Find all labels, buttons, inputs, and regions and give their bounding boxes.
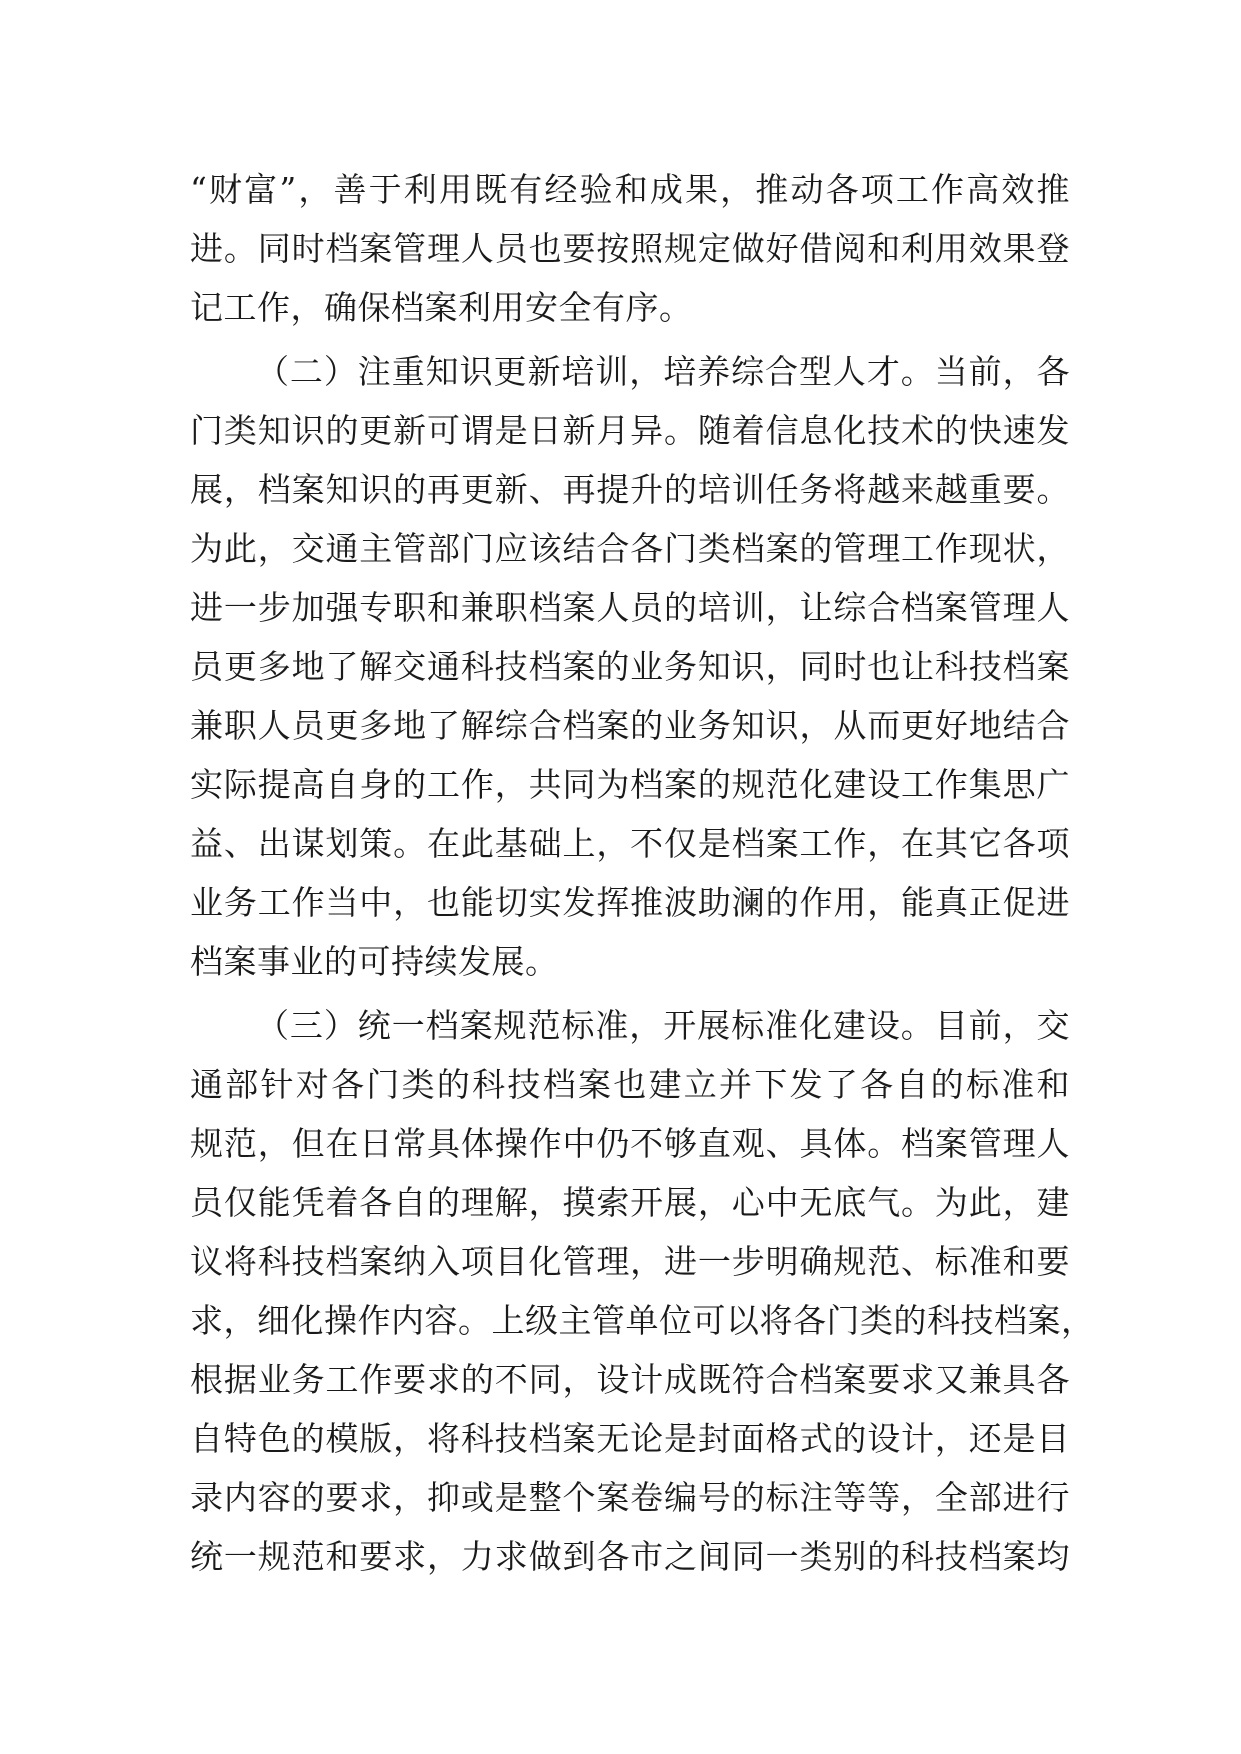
text-line: 员仅能凭着各自的理解，摸索开展，心中无底气。为此，建	[190, 1183, 1070, 1222]
text-line: （三）统一档案规范标准，开展标准化建设。目前，交	[256, 1006, 1070, 1045]
paragraph-2	[190, 342, 1070, 991]
text-line: 实际提高自身的工作，共同为档案的规范化建设工作集思广	[190, 765, 1070, 804]
text-line: 进。同时档案管理人员也要按照规定做好借阅和利用效果登	[190, 229, 1070, 268]
text-line: 门类知识的更新可谓是日新月异。随着信息化技术的快速发	[190, 411, 1070, 450]
text-line: 档案事业的可持续发展。	[190, 942, 559, 981]
text-line: 兼职人员更多地了解综合档案的业务知识，从而更好地结合	[190, 706, 1070, 745]
text-line: 录内容的要求，抑或是整个案卷编号的标注等等，全部进行	[190, 1478, 1070, 1517]
text-line: 议将科技档案纳入项目化管理，进一步明确规范、标准和要	[190, 1242, 1070, 1281]
text-line: 员更多地了解交通科技档案的业务知识，同时也让科技档案	[190, 647, 1070, 686]
text-line: 记工作，确保档案利用安全有序。	[190, 288, 693, 327]
text-line: 求，细化操作内容。上级主管单位可以将各门类的科技档案，	[190, 1301, 1095, 1340]
text-line: 业务工作当中，也能切实发挥推波助澜的作用，能真正促进	[190, 883, 1070, 922]
text-line: 统一规范和要求，力求做到各市之间同一类别的科技档案均	[190, 1537, 1070, 1576]
text-line: 为此，交通主管部门应该结合各门类档案的管理工作现状，	[190, 529, 1070, 568]
text-line: 展，档案知识的再更新、再提升的培训任务将越来越重要。	[190, 470, 1070, 509]
text-line: 通部针对各门类的科技档案也建立并下发了各自的标准和	[190, 1065, 1070, 1104]
document-body	[190, 160, 1095, 1586]
paragraph-1	[190, 160, 1070, 337]
paragraph-3	[190, 996, 1095, 1586]
text-line: （二）注重知识更新培训，培养综合型人才。当前，各	[256, 352, 1070, 391]
text-line: 根据业务工作要求的不同，设计成既符合档案要求又兼具各	[190, 1360, 1070, 1399]
text-line: 规范，但在日常具体操作中仍不够直观、具体。档案管理人	[190, 1124, 1070, 1163]
text-line: “财富”，善于利用既有经验和成果，推动各项工作高效推	[190, 170, 1070, 209]
text-line: 自特色的模版，将科技档案无论是封面格式的设计，还是目	[190, 1419, 1070, 1458]
text-line: 益、出谋划策。在此基础上，不仅是档案工作，在其它各项	[190, 824, 1070, 863]
text-line: 进一步加强专职和兼职档案人员的培训，让综合档案管理人	[190, 588, 1070, 627]
